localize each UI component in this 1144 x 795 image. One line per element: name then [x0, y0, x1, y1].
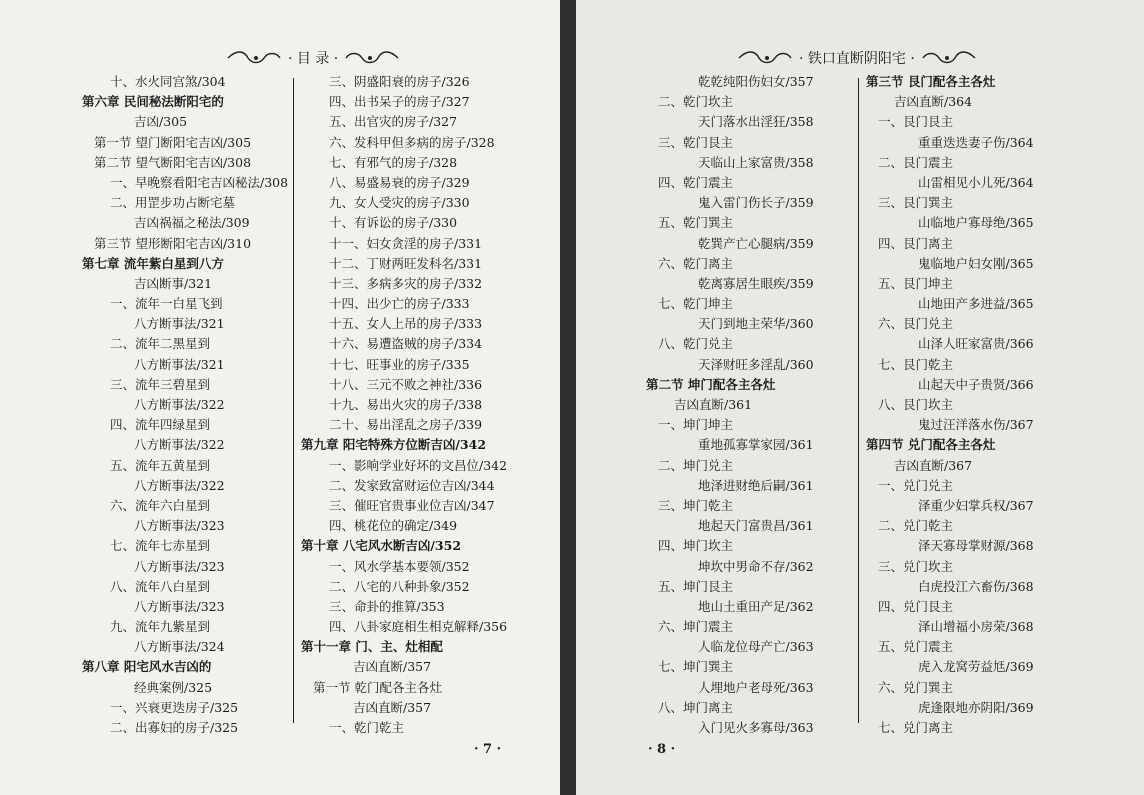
right-page [576, 0, 1144, 795]
toc-entry: 坤坎中男命不存/362 [698, 558, 814, 574]
toc-entry: 吉凶直断/367 [894, 457, 973, 473]
right-page-column-1 [646, 72, 881, 738]
toc-entry: 四、桃花位的确定/349 [329, 518, 458, 534]
toc-entry: 八、易盛易衰的房子/329 [329, 174, 470, 190]
toc-entry: 第七章 流年紫白星到八方 [82, 255, 224, 271]
toc-entry: 吉凶直断/357 [353, 659, 432, 675]
toc-entry: 六、发科甲但多病的房子/328 [329, 134, 495, 150]
toc-entry: 一、兴衰更迭房子/325 [110, 699, 239, 715]
toc-entry: 八方断事法/321 [134, 356, 225, 372]
toc-entry: 八方断事法/322 [134, 397, 225, 412]
toc-entry: 六、艮门兑主 [878, 316, 954, 332]
toc-entry: 地泽进财绝后嗣/361 [698, 477, 814, 493]
toc-entry: 八方断事法/324 [134, 639, 225, 655]
toc-entry: 四、兑门艮主 [878, 598, 954, 614]
toc-entry: 七、兑门离主 [878, 720, 954, 735]
toc-entry: 第六章 民间秘法断阳宅的 [82, 94, 224, 110]
toc-entry: 天临山上家富贵/358 [698, 154, 814, 170]
toc-entry: 十、水火同宫煞/304 [110, 74, 226, 89]
toc-entry: 五、出官灾的房子/327 [329, 114, 458, 130]
toc-entry: 八方断事法/321 [134, 316, 225, 332]
toc-entry: 一、早晚察看阳宅吉凶秘法/308 [110, 174, 289, 190]
toc-entry: 三、催旺官贵事业位吉凶/347 [329, 497, 495, 513]
toc-entry: 泽山增福小房荣/368 [918, 619, 1034, 635]
toc-entry: 三、艮门巽主 [878, 195, 954, 211]
toc-entry: 八、坤门离主 [658, 699, 734, 715]
toc-entry: 天泽财旺多淫乱/360 [698, 356, 814, 372]
toc-entry: 八方断事法/323 [134, 518, 225, 534]
toc-entry: 一、风水学基本要领/352 [329, 558, 470, 574]
toc-entry: 重重迭迭妻子伤/364 [918, 134, 1034, 150]
toc-entry: 第八章 阳宅风水吉凶的 [82, 659, 212, 675]
toc-entry: 鬼临地户妇女刚/365 [918, 255, 1034, 271]
toc-entry: 天门到地主荣华/360 [698, 316, 814, 332]
toc-entry: 二、兑门乾主 [878, 518, 954, 534]
toc-entry: 四、出书呆子的房子/327 [329, 94, 470, 110]
toc-entry: 十五、女人上吊的房子/333 [329, 316, 483, 332]
toc-entry: 十、有诉讼的房子/330 [329, 215, 458, 231]
toc-entry: 第二节 坤门配各主各灶 [646, 376, 776, 392]
toc-entry: 泽重少妇掌兵权/367 [918, 497, 1034, 513]
toc-entry: 人临龙位母产亡/363 [698, 639, 814, 655]
right-ornament-icon [344, 50, 400, 66]
toc-entry: 二、坤门兑主 [658, 457, 734, 473]
left-ornament-icon [737, 50, 793, 66]
toc-entry: 七、流年七赤星到 [110, 538, 211, 554]
toc-entry: 三、乾门艮主 [658, 134, 734, 150]
toc-entry: 一、乾门乾主 [329, 720, 405, 735]
toc-entry: 第二节 望气断阳宅吉凶/308 [94, 154, 252, 170]
toc-entry: 吉凶直断/361 [674, 397, 753, 412]
toc-entry: 二、发家致富财运位吉凶/344 [329, 477, 495, 493]
toc-entry: 八、流年八白星到 [110, 578, 211, 594]
left-page-column-2 [301, 72, 536, 738]
toc-entry: 五、艮门坤主 [878, 275, 954, 291]
toc-entry: 鬼入雷门伤长子/359 [698, 195, 814, 211]
toc-entry: 五、坤门艮主 [658, 578, 734, 594]
toc-entry: 虎逢限地亦阴阳/369 [918, 699, 1034, 715]
toc-entry: 十四、出少亡的房子/333 [329, 296, 470, 312]
toc-entry: 七、艮门乾主 [878, 356, 954, 372]
toc-entry: 人埋地户老母死/363 [698, 679, 814, 695]
toc-entry: 四、乾门震主 [658, 174, 734, 190]
right-ornament-icon [921, 50, 977, 66]
toc-entry: 一、影响学业好坏的文昌位/342 [329, 457, 508, 473]
toc-entry: 山临地户寡母绝/365 [918, 215, 1034, 231]
toc-entry: 第九章 阳宅特殊方位断吉凶/342 [301, 437, 487, 453]
toc-entry: 三、流年三碧星到 [110, 376, 211, 392]
toc-entry: 三、坤门乾主 [658, 497, 734, 513]
toc-entry: 十八、三元不败之神社/336 [329, 376, 483, 392]
toc-entry: 九、流年九紫星到 [110, 619, 211, 635]
toc-entry: 吉凶/305 [134, 114, 188, 130]
toc-entry: 二、乾门坎主 [658, 94, 734, 110]
column-divider [858, 78, 859, 723]
toc-entry: 乾离寡居生眼疾/359 [698, 275, 814, 291]
toc-entry: 七、乾门坤主 [658, 296, 734, 312]
toc-entry: 虎入龙窝劳益尪/369 [918, 659, 1034, 675]
toc-entry: 二十、易出淫乱之房子/339 [329, 417, 483, 433]
toc-entry: 乾巽产亡心腿病/359 [698, 235, 814, 251]
toc-entry: 十六、易遭盗贼的房子/334 [329, 336, 483, 352]
right-page-header [737, 46, 977, 70]
toc-entry: 重地孤寡掌家园/361 [698, 437, 814, 453]
toc-entry: 四、八卦家庭相生相克解释/356 [329, 619, 508, 635]
toc-entry: 八、艮门坎主 [878, 397, 954, 412]
toc-entry: 第三节 望形断阳宅吉凶/310 [94, 235, 252, 251]
right-page-number: · 8 · [648, 742, 676, 757]
toc-entry: 三、阴盛阳衰的房子/326 [329, 74, 470, 89]
toc-entry: 十七、旺事业的房子/335 [329, 356, 470, 372]
toc-entry: 二、八宅的八种卦象/352 [329, 578, 470, 594]
toc-entry: 第十一章 门、主、灶相配 [301, 639, 443, 655]
toc-entry: 第四节 兑门配各主各灶 [866, 437, 996, 453]
toc-entry: 第一节 乾门配各主各灶 [313, 679, 442, 695]
toc-entry: 吉凶直断/357 [353, 699, 432, 715]
toc-entry: 第三节 艮门配各主各灶 [866, 74, 996, 89]
toc-entry: 四、艮门离主 [878, 235, 954, 251]
toc-entry: 天门落水出淫狂/358 [698, 114, 814, 130]
left-ornament-icon [226, 50, 282, 66]
toc-entry: 八方断事法/323 [134, 558, 225, 574]
toc-entry: 鬼过汪洋落水伤/367 [918, 417, 1034, 433]
toc-entry: 三、命卦的推算/353 [329, 598, 445, 614]
right-header-title: · 铁口直断阴阳宅 · [799, 51, 915, 67]
toc-entry: 七、坤门巽主 [658, 659, 734, 675]
toc-entry: 二、流年二黑星到 [110, 336, 211, 352]
toc-entry: 地起天门富贵昌/361 [698, 518, 814, 534]
column-divider [293, 78, 294, 723]
toc-entry: 六、流年六白星到 [110, 497, 211, 513]
toc-entry: 九、女人受灾的房子/330 [329, 195, 470, 211]
toc-entry: 吉凶直断/364 [894, 94, 973, 110]
toc-entry: 地山土重田产足/362 [698, 598, 814, 614]
toc-entry: 山雷相见小儿死/364 [918, 174, 1034, 190]
book-gutter [560, 0, 576, 795]
toc-entry: 五、流年五黄星到 [110, 457, 211, 473]
toc-entry: 六、兑门巽主 [878, 679, 954, 695]
left-page [0, 0, 560, 795]
right-page-column-2 [866, 72, 1101, 738]
toc-entry: 五、兑门震主 [878, 639, 954, 655]
toc-entry: 白虎投江六畜伤/368 [918, 578, 1034, 594]
toc-entry: 一、兑门兑主 [878, 477, 954, 493]
toc-entry: 五、乾门巽主 [658, 215, 734, 231]
toc-entry: 乾乾纯阳伤妇女/357 [698, 74, 814, 89]
toc-entry: 一、艮门艮主 [878, 114, 954, 130]
toc-entry: 山地田产多进益/365 [918, 296, 1034, 312]
toc-entry: 四、坤门坎主 [658, 538, 734, 554]
toc-entry: 经典案例/325 [134, 679, 213, 695]
left-page-header [226, 46, 400, 70]
toc-entry: 八方断事法/322 [134, 437, 225, 453]
left-page-number: · 7 · [474, 742, 502, 757]
toc-entry: 吉凶祸福之秘法/309 [134, 215, 250, 231]
toc-entry: 六、坤门震主 [658, 619, 734, 635]
toc-entry: 山起天中子贵贤/366 [918, 376, 1034, 392]
toc-entry: 一、流年一白星飞到 [110, 296, 223, 312]
toc-entry: 七、有邪气的房子/328 [329, 154, 458, 170]
toc-entry: 泽天寡母掌财源/368 [918, 538, 1034, 554]
toc-entry: 十三、多病多灾的房子/332 [329, 275, 483, 291]
toc-entry: 一、坤门坤主 [658, 417, 734, 433]
toc-entry: 八方断事法/323 [134, 598, 225, 614]
toc-entry: 吉凶断事/321 [134, 275, 213, 291]
toc-entry: 入门见火多寡母/363 [698, 720, 814, 735]
toc-entry: 第十章 八宅风水断吉凶/352 [301, 538, 462, 554]
toc-entry: 四、流年四绿星到 [110, 417, 211, 433]
toc-entry: 八方断事法/322 [134, 477, 225, 493]
left-header-title: · 目 录 · [288, 51, 339, 67]
left-page-column-1 [82, 72, 317, 738]
toc-entry: 山泽人旺家富贵/366 [918, 336, 1034, 352]
toc-entry: 十九、易出火灾的房子/338 [329, 397, 483, 412]
toc-entry: 八、乾门兑主 [658, 336, 734, 352]
toc-entry: 六、乾门离主 [658, 255, 734, 271]
toc-entry: 第一节 望门断阳宅吉凶/305 [94, 134, 252, 150]
toc-entry: 二、出寡妇的房子/325 [110, 720, 239, 735]
toc-entry: 三、兑门坎主 [878, 558, 954, 574]
toc-entry: 十一、妇女贪淫的房子/331 [329, 235, 483, 251]
toc-entry: 十二、丁财两旺发科名/331 [329, 255, 483, 271]
toc-entry: 二、艮门震主 [878, 154, 954, 170]
toc-entry: 二、用罡步功占断宅墓 [110, 195, 236, 211]
